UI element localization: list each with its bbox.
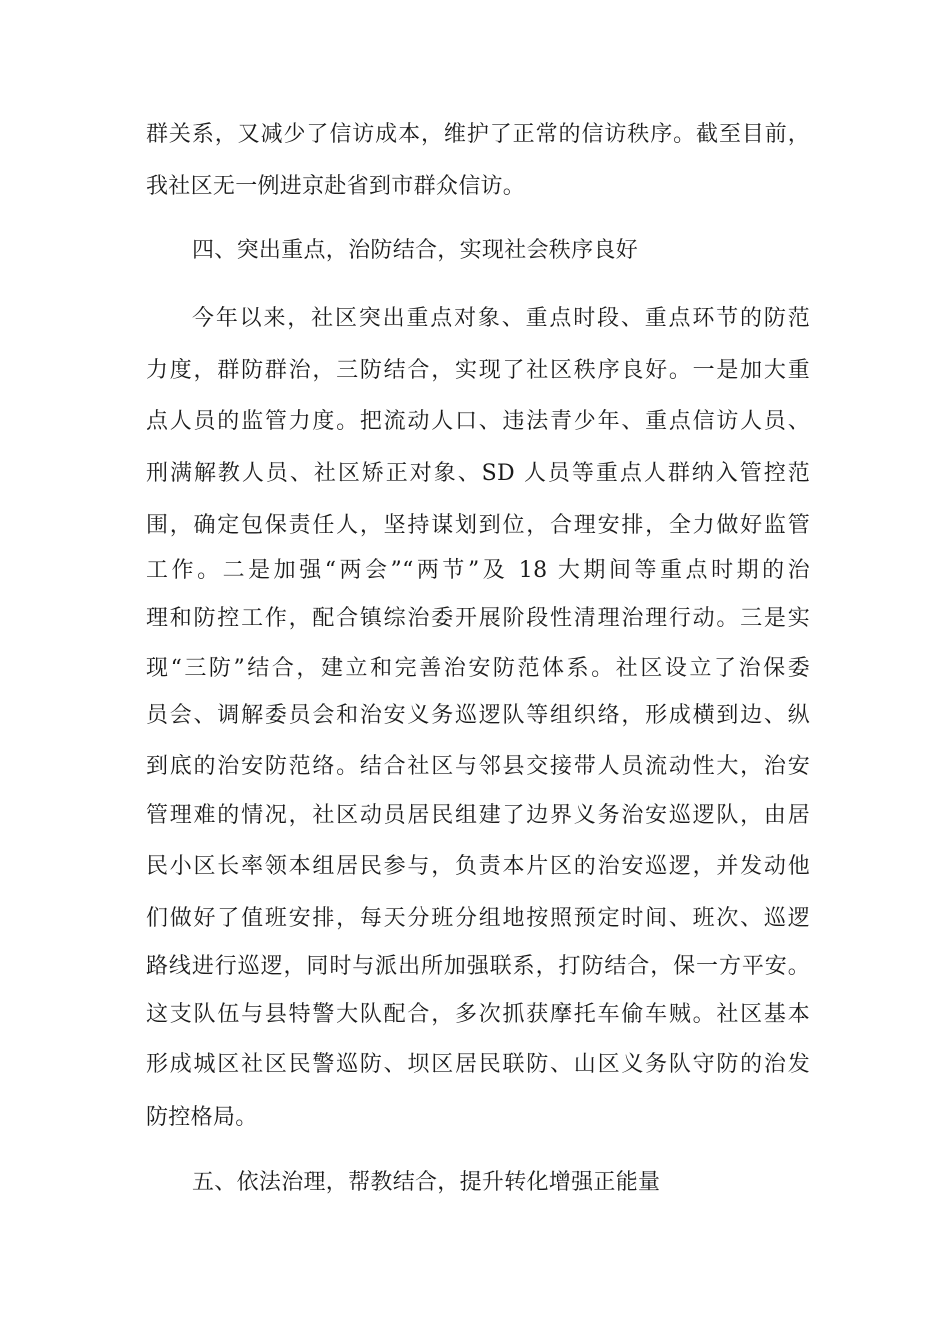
paragraph-line: 围，确定包保责任人，坚持谋划到位，合理安排，全力做好监管 [146,513,810,538]
section-heading-5: 五、依法治理，帮教结合，提升转化增强正能量 [192,1170,661,1195]
paragraph-line: 现“三防”结合，建立和完善治安防范体系。社区设立了治保委 [146,656,810,681]
paragraph-line: 防控格局。 [146,1105,258,1130]
section-heading-4: 四、突出重点，治防结合，实现社会秩序良好 [192,238,639,263]
paragraph-line: 管理难的情况，社区动员居民组建了边界义务治安巡逻队，由居 [146,803,810,828]
paragraph-line: 这支队伍与县特警大队配合，多次抓获摩托车偷车贼。社区基本 [146,1002,810,1027]
paragraph-line: 员会、调解委员会和治安义务巡逻队等组织络，形成横到边、纵 [146,703,810,728]
paragraph-line: 到底的治安防范络。结合社区与邻县交接带人员流动性大，治安 [146,754,810,779]
paragraph-line: 民小区长率领本组居民参与，负责本片区的治安巡逻，并发动他 [146,854,810,879]
paragraph-line: 点人员的监管力度。把流动人口、违法青少年、重点信访人员、 [146,409,810,434]
paragraph-line: 刑满解教人员、社区矫正对象、SD 人员等重点人群纳入管控范 [146,461,810,486]
paragraph-line: 理和防控工作，配合镇综治委开展阶段性清理治理行动。三是实 [146,606,810,631]
paragraph-line: 路线进行巡逻，同时与派出所加强联系，打防结合，保一方平安。 [146,954,810,979]
paragraph-line: 工作。二是加强“两会”“两节”及 18 大期间等重点时期的治 [146,558,810,583]
paragraph-line: 形成城区社区民警巡防、坝区居民联防、山区义务队守防的治发 [146,1052,810,1077]
paragraph-line: 我社区无一例进京赴省到市群众信访。 [146,174,526,199]
paragraph-line: 今年以来，社区突出重点对象、重点时段、重点环节的防范 [192,306,810,331]
paragraph-line: 们做好了值班安排，每天分班分组地按照预定时间、班次、巡逻 [146,906,810,931]
paragraph-line: 力度，群防群治，三防结合，实现了社区秩序良好。一是加大重 [146,358,810,383]
paragraph-line: 群关系，又减少了信访成本，维护了正常的信访秩序。截至目前， [146,122,810,147]
